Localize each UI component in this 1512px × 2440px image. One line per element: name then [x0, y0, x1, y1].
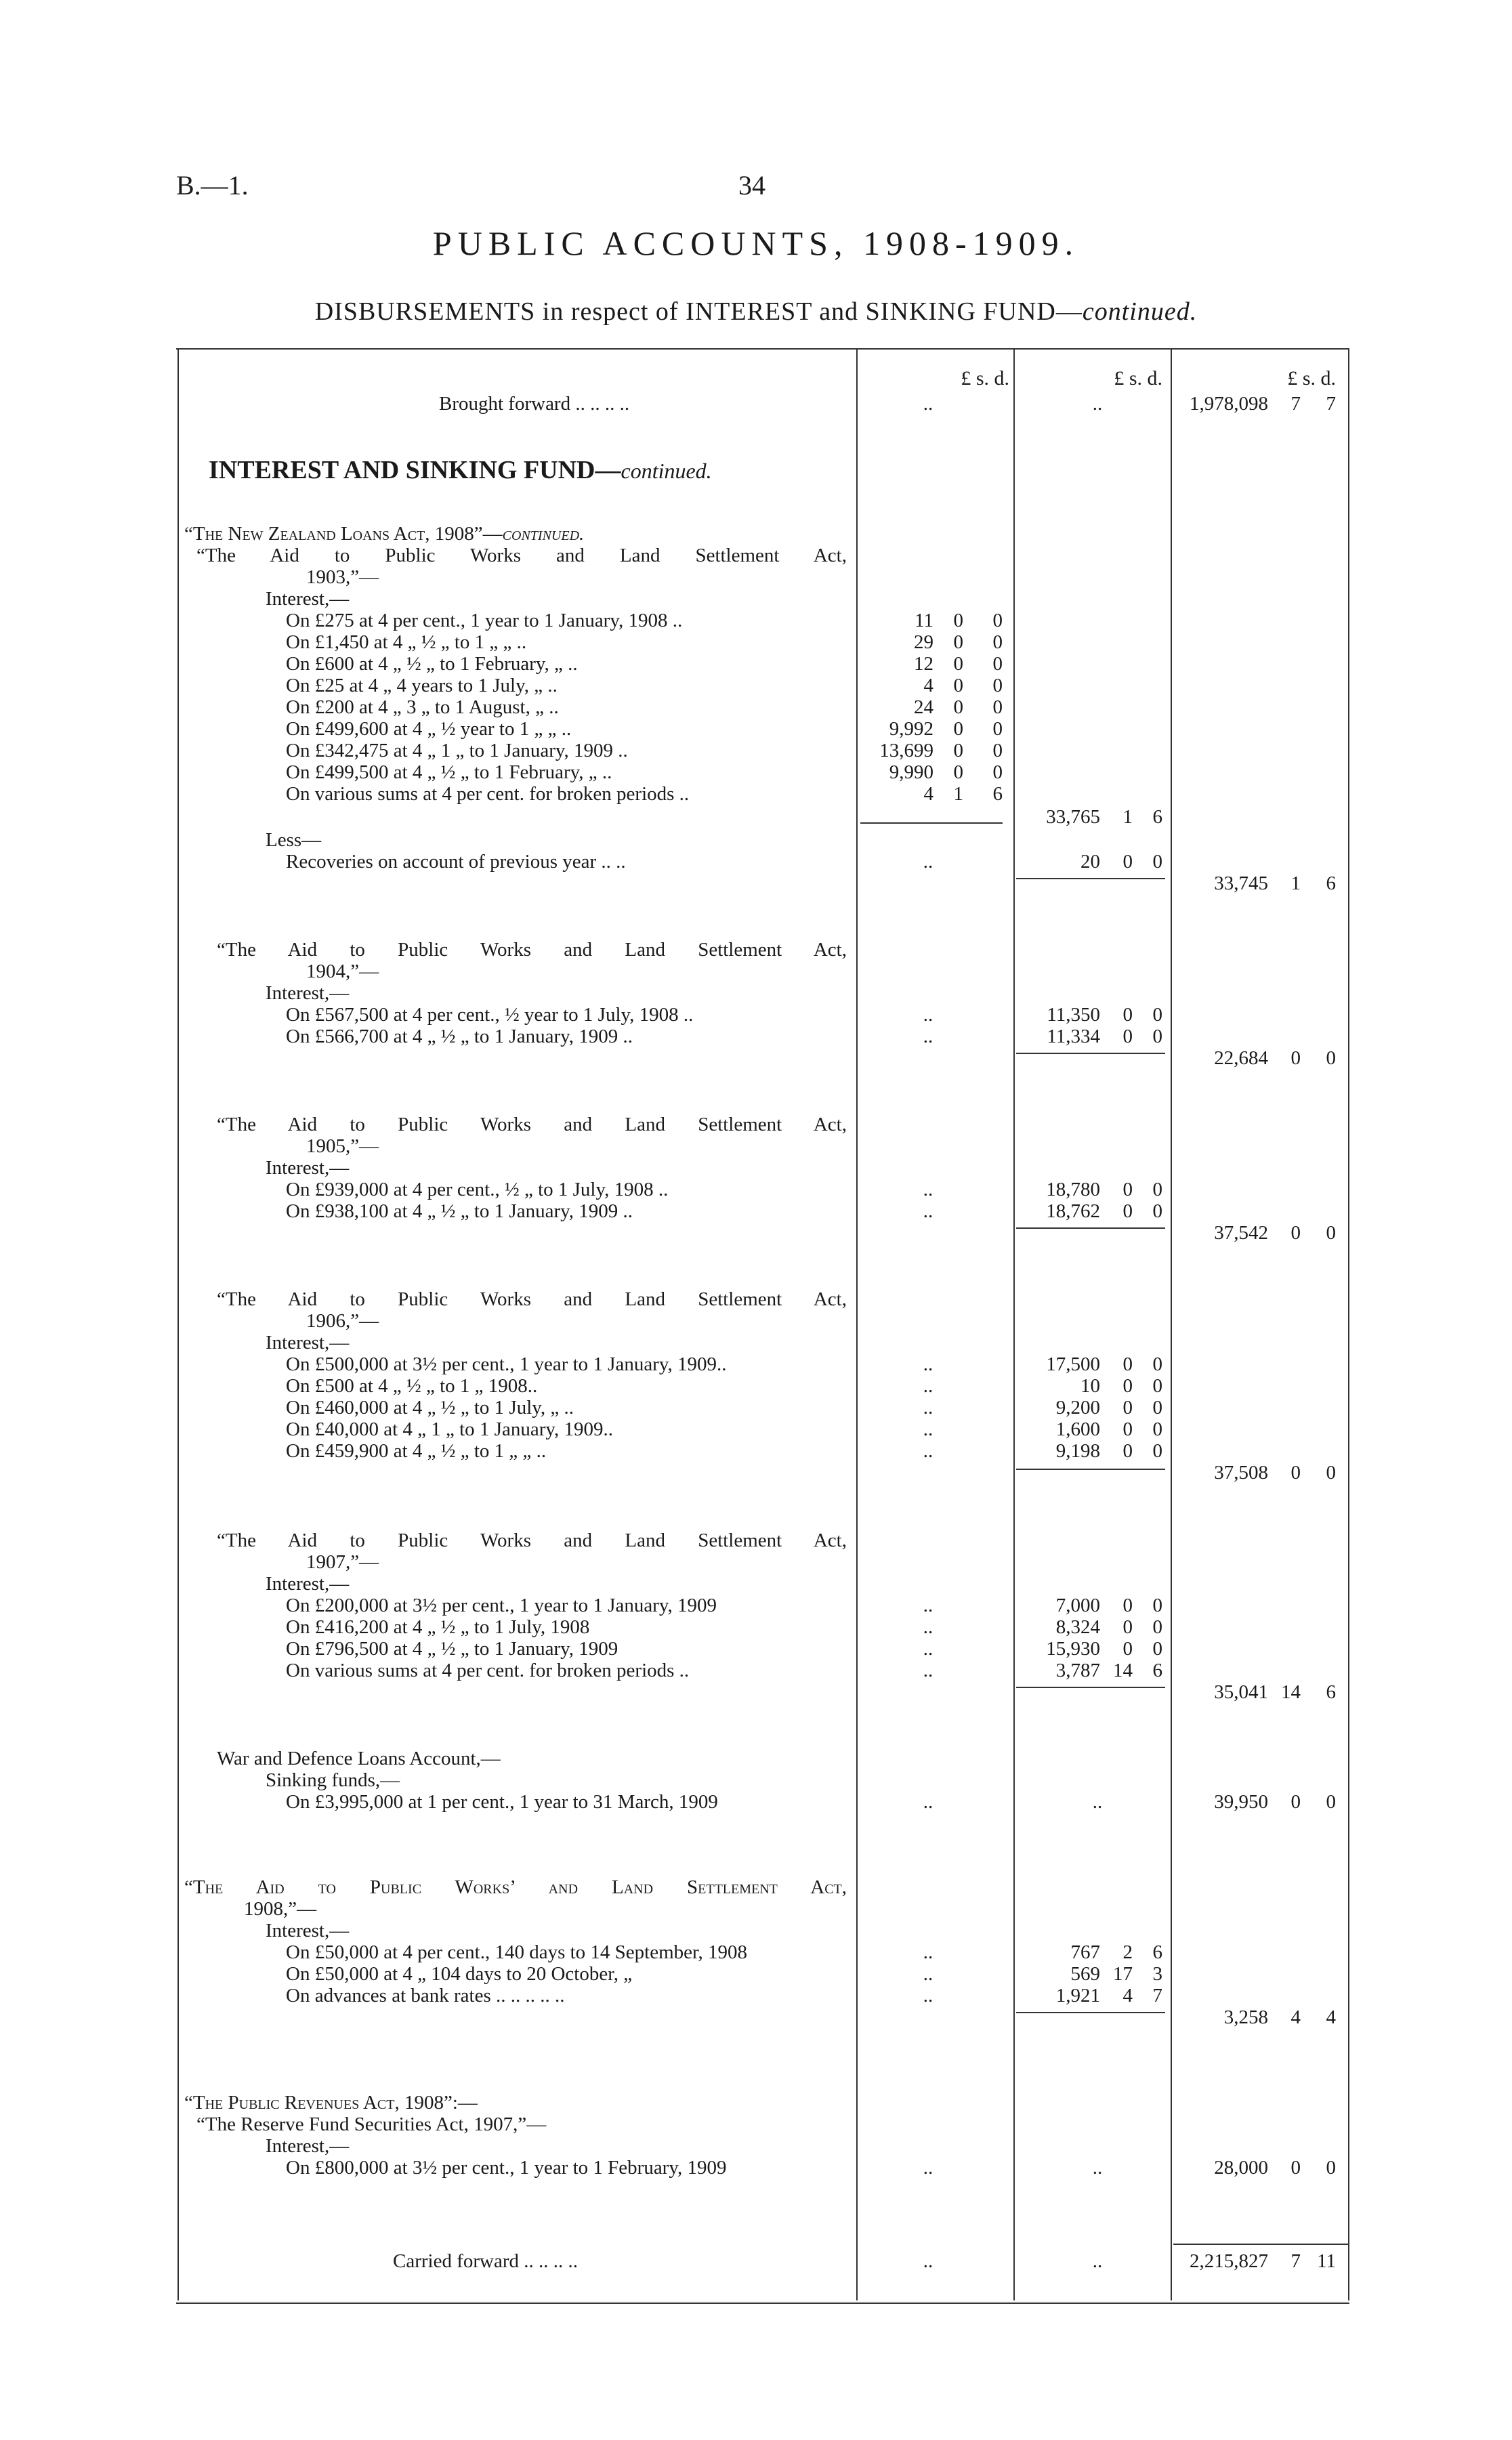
carried-forward-pence: 11 — [1317, 2250, 1336, 2272]
act-1905-line2: 1905,”— — [306, 1135, 379, 1157]
carried-forward-pounds: 2,215,827 — [1190, 2250, 1268, 2272]
item-pence: 0 — [992, 610, 1003, 631]
item-shillings: 0 — [953, 631, 963, 653]
item-pence: 0 — [1152, 1179, 1162, 1200]
item-text: On £460,000 at 4 „ ½ „ to 1 July, „ .. — [286, 1397, 574, 1418]
subtitle-italic: continued. — [1082, 297, 1198, 326]
item-shillings: 0 — [1122, 1638, 1133, 1660]
table-right-border — [1348, 350, 1349, 2300]
item-pounds: 13,699 — [879, 740, 933, 761]
item-c1-dots: .. — [923, 1440, 933, 1462]
public-revenues-interest-label: Interest,— — [266, 2135, 350, 2157]
item-text: On advances at bank rates .. .. .. .. .. — [286, 1985, 565, 2006]
item-shillings: 14 — [1113, 1660, 1133, 1681]
item-c1-dots: .. — [923, 1375, 933, 1397]
item-pence: 0 — [1152, 1200, 1162, 1222]
item-text: On £567,500 at 4 per cent., ½ year to 1 July, 1908 .. — [286, 1004, 694, 1026]
item-pounds: 767 — [1070, 1941, 1100, 1963]
item-pence: 0 — [992, 718, 1003, 740]
column-header-1: £ s. d. — [961, 367, 1009, 390]
item-text: On £275 at 4 per cent., 1 year to 1 January, 1908 .. — [286, 610, 683, 631]
item-pence: 6 — [992, 783, 1003, 805]
item-text: On £342,475 at 4 „ 1 „ to 1 January, 1909 .. — [286, 740, 628, 761]
item-pounds: 1,600 — [1055, 1418, 1100, 1440]
act-1907-interest-label: Interest,— — [266, 1573, 350, 1595]
act-1906-rule — [1016, 1469, 1165, 1470]
item-pounds: 17,500 — [1046, 1353, 1100, 1375]
item-shillings: 0 — [1122, 1595, 1133, 1616]
act-1907-line2: 1907,”— — [306, 1551, 379, 1573]
item-shillings: 0 — [1122, 1397, 1133, 1418]
item-text: On £1,450 at 4 „ ½ „ to 1 „ „ .. — [286, 631, 527, 653]
item-pounds: 12 — [914, 653, 933, 675]
item-text: On £566,700 at 4 „ ½ „ to 1 January, 1909 .. — [286, 1026, 633, 1047]
public-revenues-total-shillings: 0 — [1290, 2157, 1301, 2179]
item-text: On £938,100 at 4 „ ½ „ to 1 January, 1909 .. — [286, 1200, 633, 1222]
act-1908-total-shillings: 4 — [1290, 2006, 1301, 2028]
recoveries-rule — [1016, 878, 1165, 879]
item-pence: 0 — [992, 631, 1003, 653]
item-c1-dots: .. — [923, 1179, 933, 1200]
item-c1-dots: .. — [923, 1418, 933, 1440]
war-defence-line1: War and Defence Loans Account,— — [217, 1748, 501, 1769]
item-pence: 0 — [1152, 1440, 1162, 1462]
act-1906-line1: “The Aid to Public Works and Land Settlement Act, — [217, 1288, 847, 1310]
item-shillings: 0 — [953, 696, 963, 718]
war-defence-c2: .. — [1092, 1791, 1103, 1813]
item-text: On £796,500 at 4 „ ½ „ to 1 January, 1909 — [286, 1638, 618, 1660]
act-1908-line2: 1908,”— — [244, 1898, 317, 1920]
item-text: On £25 at 4 „ 4 years to 1 July, „ .. — [286, 675, 558, 696]
item-pence: 0 — [1152, 1375, 1162, 1397]
item-pence: 0 — [992, 653, 1003, 675]
item-pounds: 29 — [914, 631, 933, 653]
item-pounds: 11,350 — [1047, 1004, 1100, 1026]
act-1903-total-pounds: 33,745 — [1214, 872, 1268, 894]
item-shillings: 0 — [953, 718, 963, 740]
brought-forward-pounds: 1,978,098 — [1190, 393, 1268, 415]
item-pounds: 4 — [923, 783, 933, 805]
item-text: On £500 at 4 „ ½ „ to 1 „ 1908.. — [286, 1375, 538, 1397]
recoveries-pence: 0 — [1152, 851, 1162, 872]
item-shillings: 1 — [953, 783, 963, 805]
item-pence: 0 — [1152, 1026, 1162, 1047]
item-c1-dots: .. — [923, 1985, 933, 2006]
item-shillings: 0 — [1122, 1026, 1133, 1047]
act-1906-total-shillings: 0 — [1290, 1462, 1301, 1484]
item-pounds: 7,000 — [1055, 1595, 1100, 1616]
item-c1-dots: .. — [923, 1941, 933, 1963]
page-subtitle — [0, 297, 1512, 327]
item-pence: 6 — [1152, 1941, 1162, 1963]
carried-forward-c2: .. — [1092, 2250, 1103, 2272]
act-1903-total-pence: 6 — [1326, 872, 1336, 894]
brought-forward-c1: .. — [923, 393, 933, 415]
item-shillings: 4 — [1122, 1985, 1133, 2006]
carried-forward-c1: .. — [923, 2250, 933, 2272]
item-shillings: 0 — [953, 761, 963, 783]
item-text: On £939,000 at 4 per cent., ½ „ to 1 July, 1908 .. — [286, 1179, 669, 1200]
act-1906-interest-label: Interest,— — [266, 1332, 350, 1353]
item-c1-dots: .. — [923, 1200, 933, 1222]
item-c1-dots: .. — [923, 1595, 933, 1616]
recoveries-c1: .. — [923, 851, 933, 872]
act-1906-total-pence: 0 — [1326, 1462, 1336, 1484]
recoveries-pounds: 20 — [1080, 851, 1100, 872]
nz-loans-act-title — [184, 523, 584, 545]
item-pounds: 9,200 — [1055, 1397, 1100, 1418]
public-revenues-total-pence: 0 — [1326, 2157, 1336, 2179]
act-1903-interest-label: Interest,— — [266, 588, 350, 610]
brought-forward-shillings: 7 — [1290, 393, 1301, 415]
item-shillings: 0 — [1122, 1440, 1133, 1462]
act-1905-line1: “The Aid to Public Works and Land Settlement Act, — [217, 1114, 847, 1135]
act-1904-total-pounds: 22,684 — [1214, 1047, 1268, 1069]
page-title: PUBLIC ACCOUNTS, 1908-1909. — [432, 224, 1080, 262]
section-heading — [209, 455, 712, 485]
act-1904-rule — [1016, 1053, 1165, 1054]
act-1903-subtotal-pence: 6 — [1152, 806, 1162, 828]
recoveries-shillings: 0 — [1122, 851, 1133, 872]
item-pounds: 9,992 — [889, 718, 933, 740]
item-c1-dots: .. — [923, 1638, 933, 1660]
item-text: On £459,900 at 4 „ ½ „ to 1 „ „ .. — [286, 1440, 547, 1462]
act-1905-total-shillings: 0 — [1290, 1222, 1301, 1244]
war-defence-c1: .. — [923, 1791, 933, 1813]
item-pence: 0 — [1152, 1616, 1162, 1638]
public-revenues-c1: .. — [923, 2157, 933, 2179]
public-revenues-line2: “The Reserve Fund Securities Act, 1907,”— — [196, 2113, 547, 2135]
item-pounds: 24 — [914, 696, 933, 718]
item-pounds: 1,921 — [1055, 1985, 1100, 2006]
column-divider-3 — [1171, 350, 1172, 2300]
item-pence: 0 — [992, 740, 1003, 761]
brought-forward-label: Brought forward .. .. .. .. — [439, 393, 630, 415]
item-pounds: 18,762 — [1046, 1200, 1100, 1222]
act-1907-total-shillings: 14 — [1281, 1681, 1301, 1703]
item-shillings: 0 — [953, 675, 963, 696]
act-1908-rule — [1016, 2012, 1165, 2013]
item-text: On £200,000 at 3½ per cent., 1 year to 1 January, 1909 — [286, 1595, 717, 1616]
column-divider-1 — [856, 350, 858, 2300]
item-shillings: 0 — [1122, 1179, 1133, 1200]
act-1906-line2: 1906,”— — [306, 1310, 379, 1332]
item-pence: 0 — [1152, 1004, 1162, 1026]
act-1903-subtotal-shillings: 1 — [1122, 806, 1133, 828]
item-shillings: 17 — [1113, 1963, 1133, 1985]
item-pounds: 4 — [923, 675, 933, 696]
nz-loans-act-text: “The New Zealand Loans Act, 1908”— — [184, 523, 503, 545]
act-1907-rule — [1016, 1687, 1165, 1688]
carried-forward-rule — [1173, 2244, 1348, 2245]
war-defence-total-pence: 0 — [1326, 1791, 1336, 1813]
war-defence-item: On £3,995,000 at 1 per cent., 1 year to 31 March, 1909 — [286, 1791, 718, 1813]
item-c1-dots: .. — [923, 1963, 933, 1985]
act-1904-line1: “The Aid to Public Works and Land Settlement Act, — [217, 939, 847, 961]
item-pence: 0 — [992, 675, 1003, 696]
item-pence: 6 — [1152, 1660, 1162, 1681]
section-heading-italic: continued. — [621, 459, 712, 483]
item-text: On various sums at 4 per cent. for broken periods .. — [286, 1660, 690, 1681]
act-1907-total-pence: 6 — [1326, 1681, 1336, 1703]
item-pence: 0 — [992, 696, 1003, 718]
act-1908-total-pounds: 3,258 — [1223, 2006, 1268, 2028]
carried-forward-label: Carried forward .. .. .. .. — [393, 2250, 578, 2272]
item-pounds: 10 — [1080, 1375, 1100, 1397]
item-c1-dots: .. — [923, 1353, 933, 1375]
act-1905-total-pence: 0 — [1326, 1222, 1336, 1244]
item-pence: 0 — [1152, 1418, 1162, 1440]
item-text: On £50,000 at 4 „ 104 days to 20 October, „ — [286, 1963, 633, 1985]
act-1905-interest-label: Interest,— — [266, 1157, 350, 1179]
act-1903-subtotal-pounds: 33,765 — [1046, 806, 1100, 828]
item-pounds: 18,780 — [1046, 1179, 1100, 1200]
less-label: Less— — [266, 829, 322, 851]
public-revenues-c2: .. — [1092, 2157, 1103, 2179]
page-number: 34 — [738, 170, 765, 201]
war-defence-total-shillings: 0 — [1290, 1791, 1301, 1813]
nz-loans-act-italic: continued. — [502, 523, 585, 545]
table-bottom-rule — [176, 2302, 1349, 2304]
item-c1-dots: .. — [923, 1026, 933, 1047]
item-shillings: 0 — [1122, 1004, 1133, 1026]
act-1908-interest-label: Interest,— — [266, 1920, 350, 1941]
act-1904-total-shillings: 0 — [1290, 1047, 1301, 1069]
act-1907-total-pounds: 35,041 — [1214, 1681, 1268, 1703]
item-pounds: 11 — [915, 610, 933, 631]
item-c1-dots: .. — [923, 1004, 933, 1026]
table-left-border — [177, 350, 179, 2300]
item-shillings: 0 — [953, 610, 963, 631]
act-1907-line1: “The Aid to Public Works and Land Settlement Act, — [217, 1530, 847, 1551]
item-shillings: 0 — [953, 653, 963, 675]
item-shillings: 0 — [1122, 1418, 1133, 1440]
item-shillings: 2 — [1122, 1941, 1133, 1963]
item-text: On £416,200 at 4 „ ½ „ to 1 July, 1908 — [286, 1616, 590, 1638]
column-divider-2 — [1013, 350, 1015, 2300]
item-shillings: 0 — [1122, 1353, 1133, 1375]
column-header-3: £ s. d. — [1287, 367, 1336, 390]
brought-forward-c2: .. — [1092, 393, 1103, 415]
item-c1-dots: .. — [923, 1660, 933, 1681]
item-text: On £50,000 at 4 per cent., 140 days to 14 September, 1908 — [286, 1941, 748, 1963]
item-text: On £499,600 at 4 „ ½ year to 1 „ „ .. — [286, 718, 572, 740]
item-text: On £600 at 4 „ ½ „ to 1 February, „ .. — [286, 653, 578, 675]
item-pounds: 11,334 — [1047, 1026, 1100, 1047]
item-pence: 0 — [1152, 1638, 1162, 1660]
item-pounds: 9,990 — [889, 761, 933, 783]
brought-forward-pence: 7 — [1326, 393, 1336, 415]
item-shillings: 0 — [1122, 1200, 1133, 1222]
section-heading-main: INTEREST AND SINKING FUND— — [209, 456, 621, 484]
item-pounds: 9,198 — [1055, 1440, 1100, 1462]
war-defence-total-pounds: 39,950 — [1214, 1791, 1268, 1813]
act-1904-line2: 1904,”— — [306, 961, 379, 982]
item-pounds: 3,787 — [1055, 1660, 1100, 1681]
item-pence: 0 — [992, 761, 1003, 783]
act-1905-total-pounds: 37,542 — [1214, 1222, 1268, 1244]
item-pence: 3 — [1152, 1963, 1162, 1985]
recoveries-text: Recoveries on account of previous year .. .. — [286, 851, 626, 872]
act-1903-c1-rule — [860, 822, 1003, 824]
item-shillings: 0 — [953, 740, 963, 761]
item-text: On £40,000 at 4 „ 1 „ to 1 January, 1909.. — [286, 1418, 613, 1440]
item-pence: 7 — [1152, 1985, 1162, 2006]
item-shillings: 0 — [1122, 1616, 1133, 1638]
item-text: On £499,500 at 4 „ ½ „ to 1 February, „ .. — [286, 761, 612, 783]
item-shillings: 0 — [1122, 1375, 1133, 1397]
public-revenues-item: On £800,000 at 3½ per cent., 1 year to 1 February, 1909 — [286, 2157, 727, 2179]
item-pence: 0 — [1152, 1595, 1162, 1616]
carried-forward-shillings: 7 — [1290, 2250, 1301, 2272]
act-1904-interest-label: Interest,— — [266, 982, 350, 1004]
act-1905-rule — [1016, 1227, 1165, 1229]
act-1903-total-shillings: 1 — [1290, 872, 1301, 894]
item-text: On £500,000 at 3½ per cent., 1 year to 1 January, 1909.. — [286, 1353, 727, 1375]
item-text: On various sums at 4 per cent. for broken periods .. — [286, 783, 690, 805]
act-1903-line2: 1903,”— — [306, 566, 379, 588]
column-header-2: £ s. d. — [1114, 367, 1162, 390]
item-pounds: 15,930 — [1046, 1638, 1100, 1660]
act-1908-line1: “The Aid to Public Works’ and Land Settlement Act, — [184, 1876, 847, 1898]
item-c1-dots: .. — [923, 1616, 933, 1638]
act-1903-line1: “The Aid to Public Works and Land Settlement Act, — [196, 545, 847, 566]
item-pounds: 8,324 — [1055, 1616, 1100, 1638]
item-c1-dots: .. — [923, 1397, 933, 1418]
table-top-rule — [176, 348, 1349, 350]
act-1908-total-pence: 4 — [1326, 2006, 1336, 2028]
document-code: B.—1. — [176, 170, 249, 201]
act-1906-total-pounds: 37,508 — [1214, 1462, 1268, 1484]
item-pounds: 569 — [1070, 1963, 1100, 1985]
public-revenues-total-pounds: 28,000 — [1214, 2157, 1268, 2179]
public-revenues-line1: “The Public Revenues Act, 1908”:— — [184, 2092, 478, 2113]
item-pence: 0 — [1152, 1397, 1162, 1418]
war-defence-line2: Sinking funds,— — [266, 1769, 400, 1791]
subtitle-main: DISBURSEMENTS in respect of INTEREST and SINKING FUND— — [314, 297, 1083, 326]
item-pence: 0 — [1152, 1353, 1162, 1375]
item-text: On £200 at 4 „ 3 „ to 1 August, „ .. — [286, 696, 559, 718]
act-1904-total-pence: 0 — [1326, 1047, 1336, 1069]
